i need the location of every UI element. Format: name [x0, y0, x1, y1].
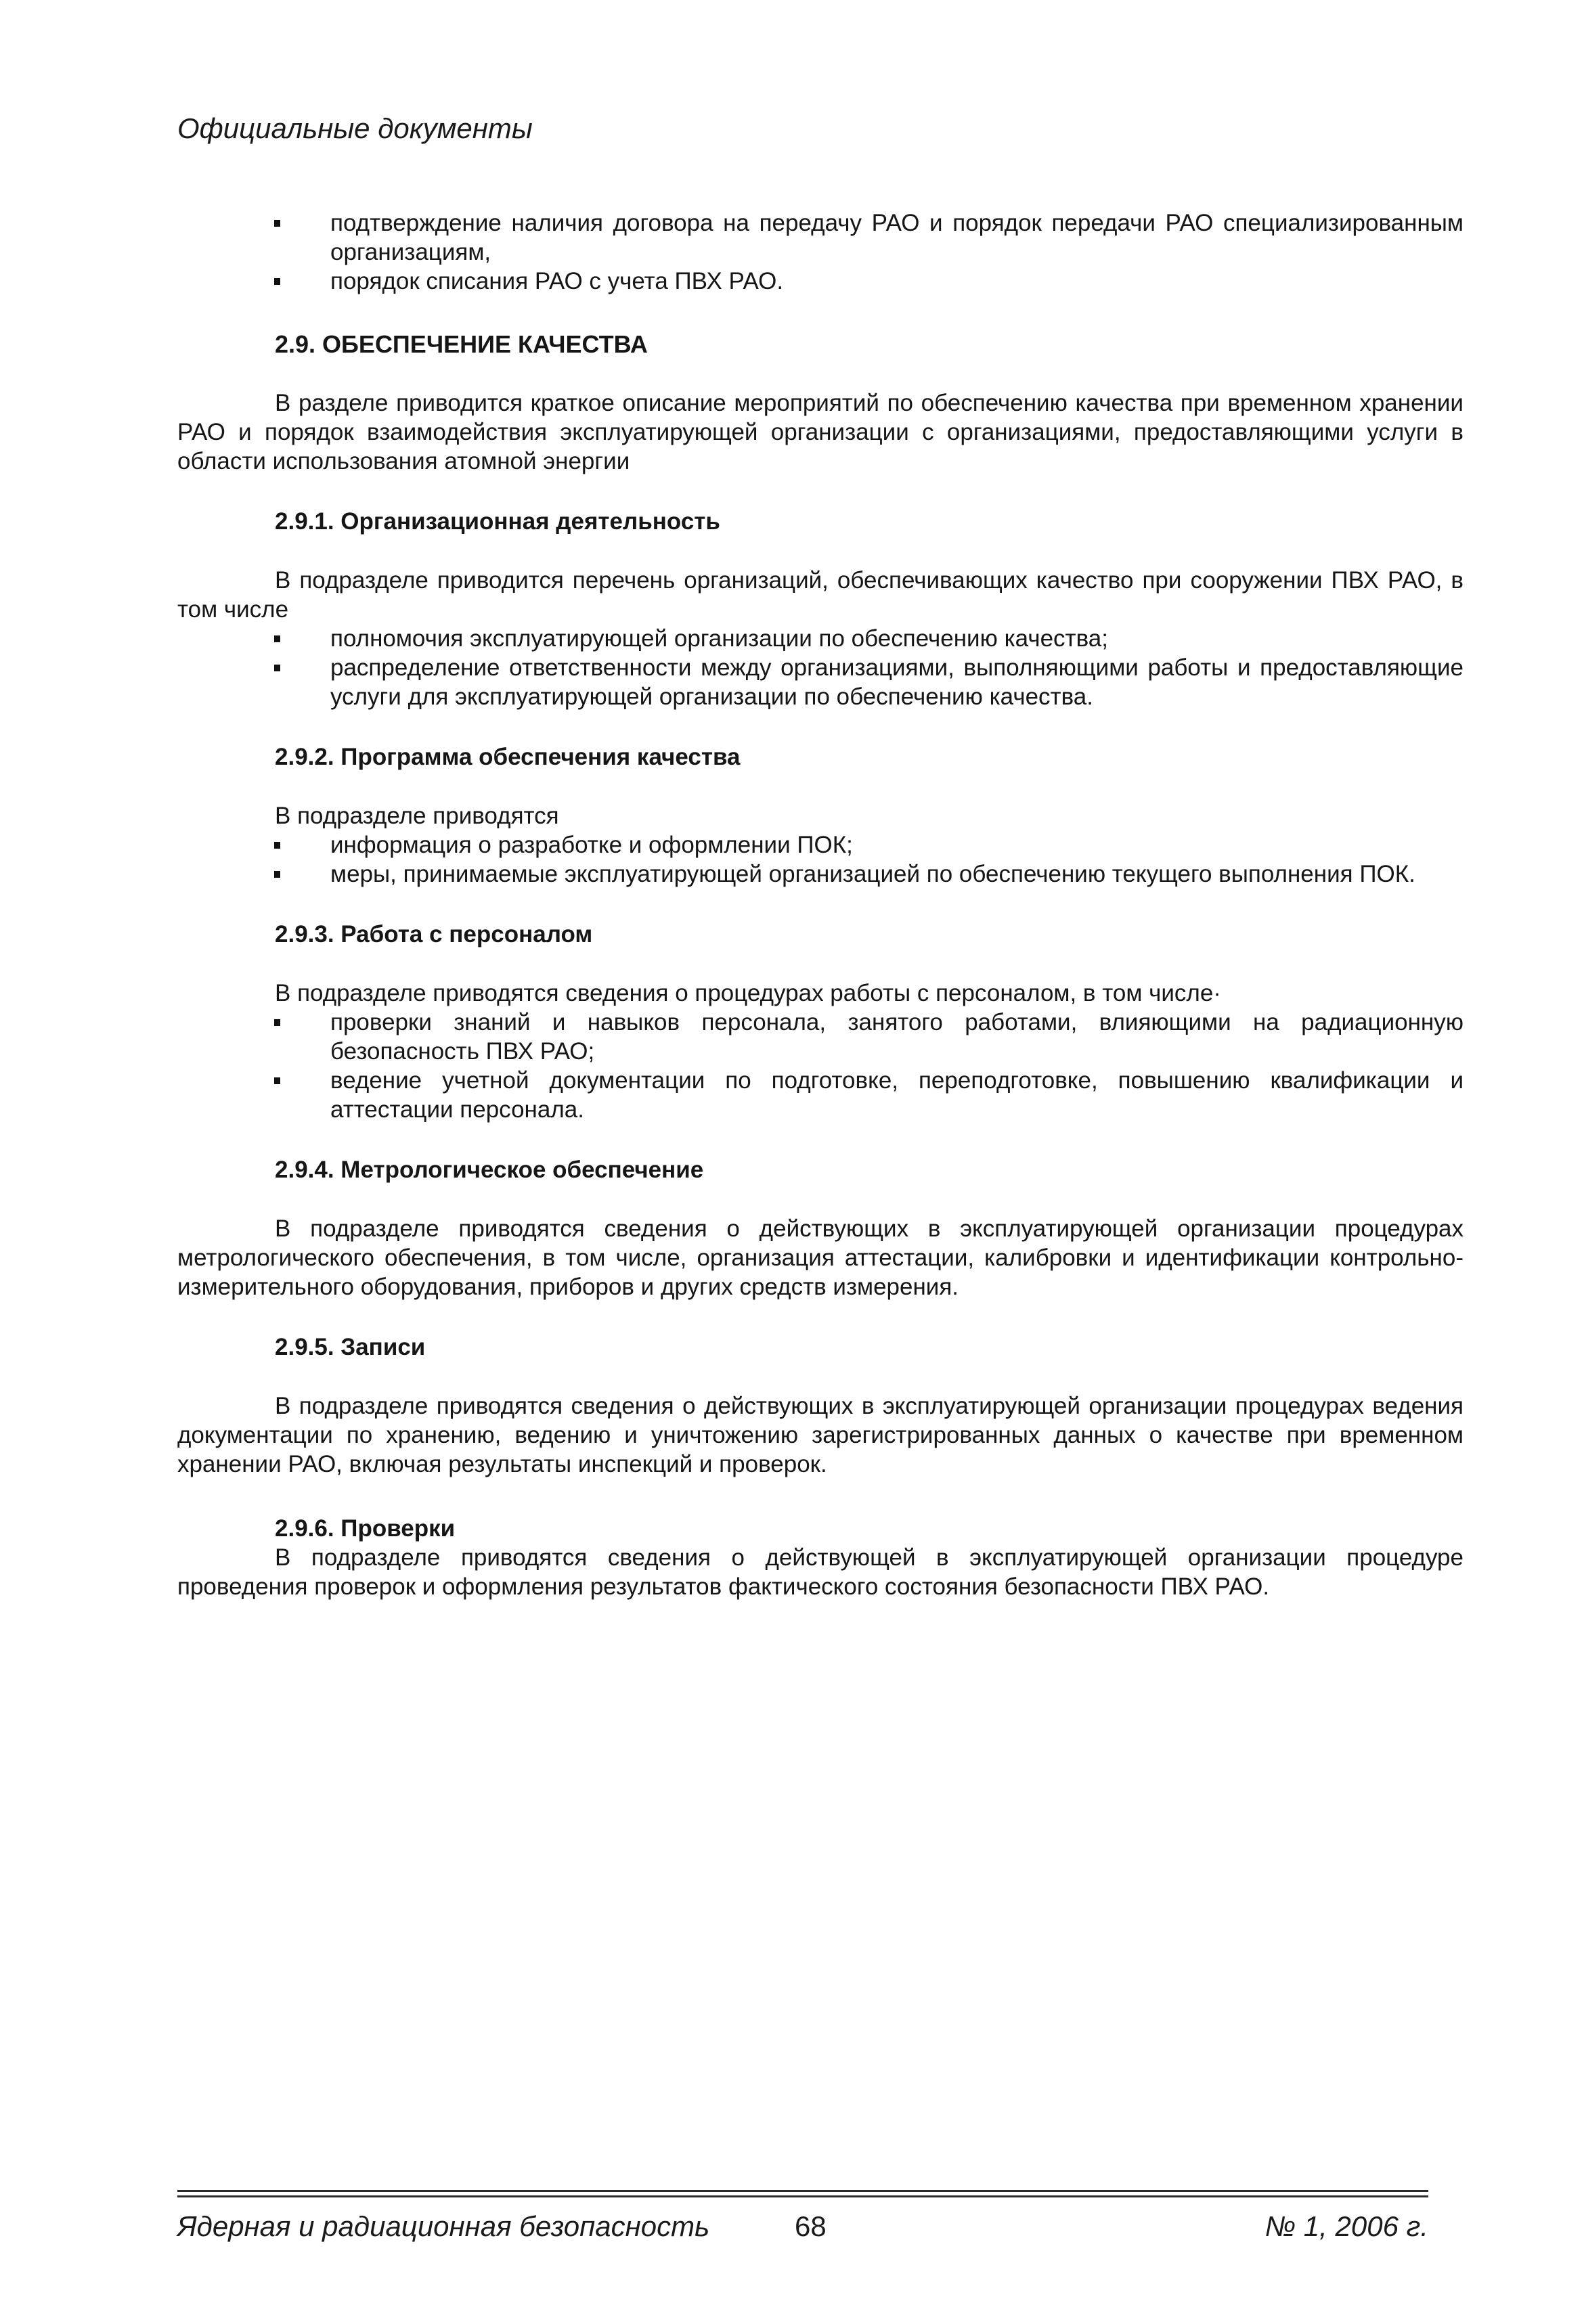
- bullet-icon: [274, 842, 280, 849]
- list-item: порядок списания РАО с учета ПВХ РАО.: [177, 267, 1464, 296]
- section-paragraph: В подразделе приводятся сведения о действующих в эксплуатирующей организации процедурах ведения документации по хранению, ведению и уничтожению зарегистрированных данных о качестве при временном хранении РАО, включая результаты инспекций и проверок.: [177, 1393, 1464, 1477]
- bullet-icon: [274, 635, 280, 642]
- bullet-icon: [274, 665, 280, 671]
- subsection-list: [177, 1008, 1464, 1124]
- bullet-icon: [274, 278, 280, 285]
- list-item: полномочия эксплуатирующей организации по обеспечению качества;: [177, 624, 1464, 653]
- subsection-heading-2-9-3: 2.9.3. Работа с персоналом: [275, 921, 593, 947]
- subsection-list: [177, 624, 1464, 711]
- document-body: [177, 208, 1464, 1601]
- list-item: проверки знаний и навыков персонала, занятого работами, влияющими на радиационную безопасность ПВХ РАО;: [177, 1008, 1464, 1066]
- bullet-icon: [274, 1077, 280, 1084]
- footer-divider: [177, 2195, 1428, 2197]
- bullet-icon: [274, 871, 280, 878]
- section-paragraph: В подразделе приводятся: [275, 803, 559, 829]
- list-item: распределение ответственности между организациями, выполняющими работы и предоставляющие услуги для эксплуатирующей организации по обеспечению качества.: [177, 653, 1464, 711]
- intro-list: [177, 208, 1464, 296]
- section-heading-2-9: 2.9. ОБЕСПЕЧЕНИЕ КАЧЕСТВА: [275, 330, 648, 358]
- list-item: подтверждение наличия договора на передачу РАО и порядок передачи РАО специализированным организациям,: [177, 208, 1464, 267]
- bullet-icon: [274, 1019, 280, 1026]
- section-paragraph: В подразделе приводится перечень организаций, обеспечивающих качество при сооружении ПВХ РАО, в том числе: [177, 567, 1464, 623]
- issue-number: № 1, 2006 г.: [1264, 2210, 1428, 2242]
- subsection-heading-2-9-6: 2.9.6. Проверки: [275, 1515, 456, 1542]
- list-item: ведение учетной документации по подготовке, переподготовке, повышению квалификации и аттестации персонала.: [177, 1066, 1464, 1124]
- section-paragraph: В подразделе приводятся сведения о действующих в эксплуатирующей организации процедурах метрологического обеспечения, в том числе, организация аттестации, калибровки и идентификации контрольно-измерительного оборудования, приборов и других средств измерения.: [177, 1215, 1464, 1300]
- running-title: Официальные документы: [177, 112, 533, 144]
- subsection-list: [177, 830, 1464, 889]
- section-paragraph: В подразделе приводятся сведения о процедурах работы с персоналом, в том числе·: [275, 980, 1221, 1006]
- list-item: меры, принимаемые эксплуатирующей организацией по обеспечению текущего выполнения ПОК.: [177, 859, 1464, 889]
- section-paragraph: В подразделе приводятся сведения о действующей в эксплуатирующей организации процедуре проведения проверок и оформления результатов фактического состояния безопасности ПВХ РАО.: [177, 1544, 1464, 1600]
- subsection-heading-2-9-4: 2.9.4. Метрологическое обеспечение: [275, 1157, 704, 1183]
- bullet-icon: [274, 220, 280, 227]
- subsection-heading-2-9-5: 2.9.5. Записи: [275, 1334, 426, 1360]
- page-footer: [177, 2210, 1428, 2244]
- page-number: 68: [795, 2210, 827, 2242]
- section-paragraph: В разделе приводится краткое описание мероприятий по обеспечению качества при временном хранении РАО и порядок взаимодействия эксплуатирующей организации с организациями, предоставляющими услуги в области использования атомной энергии: [177, 390, 1464, 474]
- footer-divider: [177, 2190, 1428, 2192]
- journal-title: Ядерная и радиационная безопасность: [177, 2210, 710, 2242]
- list-item: информация о разработке и оформлении ПОК;: [177, 830, 1464, 859]
- subsection-heading-2-9-2: 2.9.2. Программа обеспечения качества: [275, 744, 741, 770]
- subsection-heading-2-9-1: 2.9.1. Организационная деятельность: [275, 508, 720, 535]
